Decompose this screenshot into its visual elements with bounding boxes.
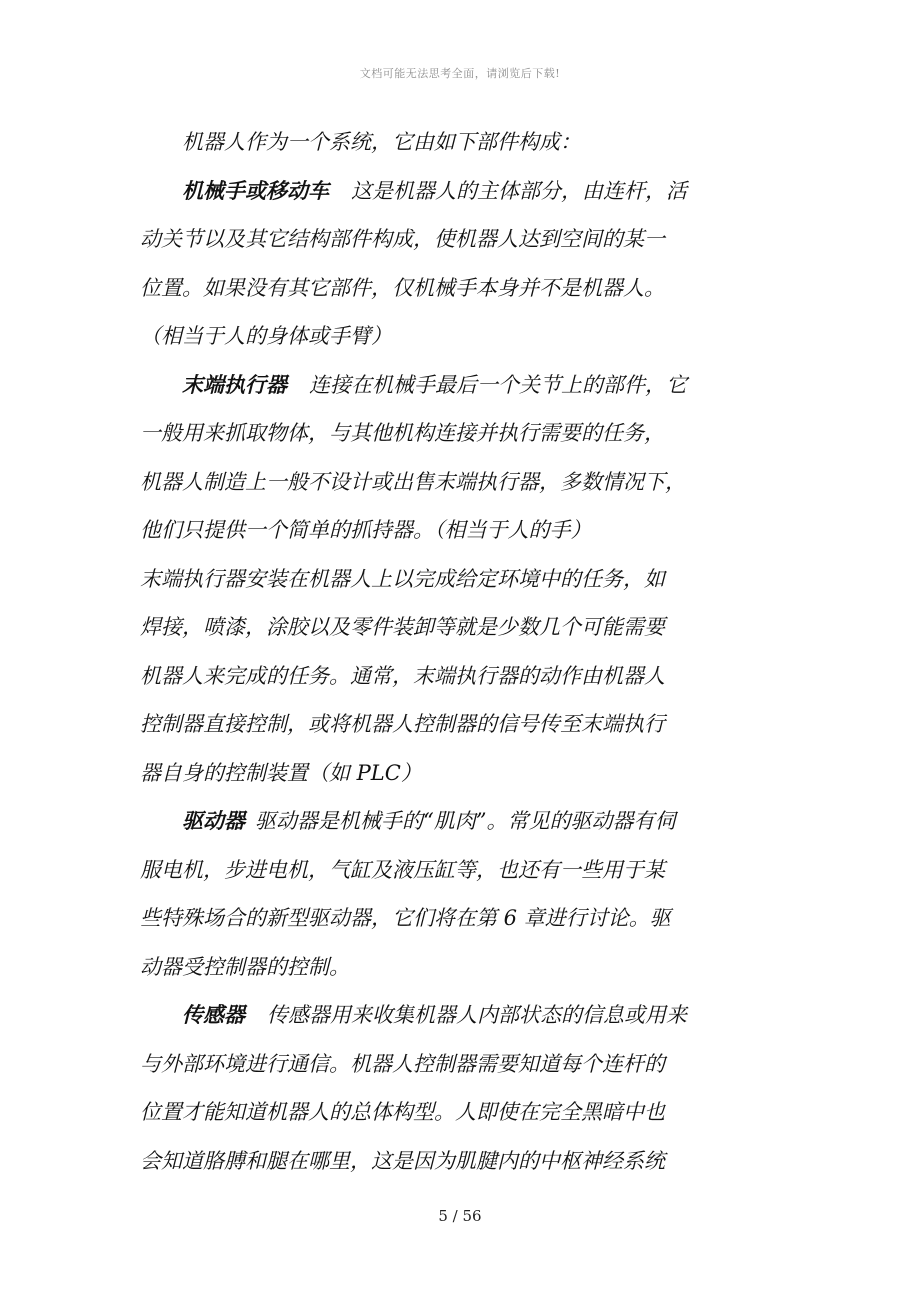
end-effector-paragraph-line-8: 控制器直接控制，或将机器人控制器的信号传至末端执行 [140, 712, 665, 736]
page-number: 5 / 56 [438, 1207, 482, 1225]
end-effector-paragraph-line-3: 机器人制造上一般不设计或出售末端执行器，多数情况下， [140, 469, 686, 494]
end-effector-paragraph-line-1 [140, 361, 720, 410]
sensor-paragraph-line-1 [140, 991, 720, 1040]
arm-paragraph-line-4: （相当于人的身体或手臂） [140, 324, 392, 348]
actuator-text-1: 驱动器是机械手的“肌肉”。常见的驱动器有伺 [255, 809, 676, 833]
arm-paragraph-line-1 [140, 167, 720, 216]
arm-term: 机械手或移动车 [182, 177, 329, 203]
actuator-paragraph-line-2: 服电机，步进电机，气缸及液压缸等，也还有一些用于某 [140, 857, 665, 882]
end-effector-paragraph-line-9: 器自身的控制装置（如 PLC） [140, 760, 422, 785]
end-effector-paragraph-line-5: 末端执行器安装在机器人上以完成给定环境中的任务，如 [140, 566, 665, 591]
end-effector-paragraph-line-7: 机器人来完成的任务。通常，末端执行器的动作由机器人 [140, 663, 665, 688]
arm-paragraph-line-2: 动关节以及其它结构部件构成，使机器人达到空间的某一 [140, 227, 665, 251]
intro-paragraph: 机器人作为一个系统，它由如下部件构成： [182, 130, 581, 154]
document-header-note: 文档可能无法思考全面，请浏览后下载! [359, 67, 561, 80]
sensor-term: 传感器 [182, 1002, 245, 1027]
sensor-paragraph-line-4: 会知道胳膊和腿在哪里，这是因为肌腱内的中枢神经系统 [140, 1148, 665, 1173]
sensor-paragraph-line-3: 位置才能知道机器人的总体构型。人即使在完全黑暗中也 [140, 1100, 665, 1124]
arm-text-1: 这是机器人的主体部分，由连杆，活 [351, 178, 687, 203]
end-effector-term: 末端执行器 [182, 371, 287, 397]
actuator-paragraph-line-1 [140, 797, 720, 846]
actuator-paragraph-line-3: 些特殊场合的新型驱动器，它们将在第 6 章进行讨论。驱 [140, 906, 671, 930]
end-effector-paragraph-line-4: 他们只提供一个简单的抓持器。（相当于人的手） [140, 518, 592, 542]
sensor-text-1: 传感器用来收集机器人内部状态的信息或用来 [267, 1003, 687, 1027]
document-body [140, 118, 720, 1185]
arm-paragraph-line-3: 位置。如果没有其它部件，仅机械手本身并不是机器人。 [140, 275, 665, 300]
end-effector-text-1: 连接在机械手最后一个关节上的部件，它 [309, 372, 687, 397]
end-effector-paragraph-line-2: 一般用来抓取物体，与其他机构连接并执行需要的任务， [140, 421, 665, 445]
end-effector-paragraph-line-6: 焊接，喷漆，涂胶以及零件装卸等就是少数几个可能需要 [140, 615, 665, 639]
sensor-paragraph-line-2: 与外部环境进行通信。机器人控制器需要知道每个连杆的 [140, 1051, 665, 1076]
actuator-term: 驱动器 [182, 808, 245, 833]
actuator-paragraph-line-4: 动器受控制器的控制。 [140, 954, 350, 979]
